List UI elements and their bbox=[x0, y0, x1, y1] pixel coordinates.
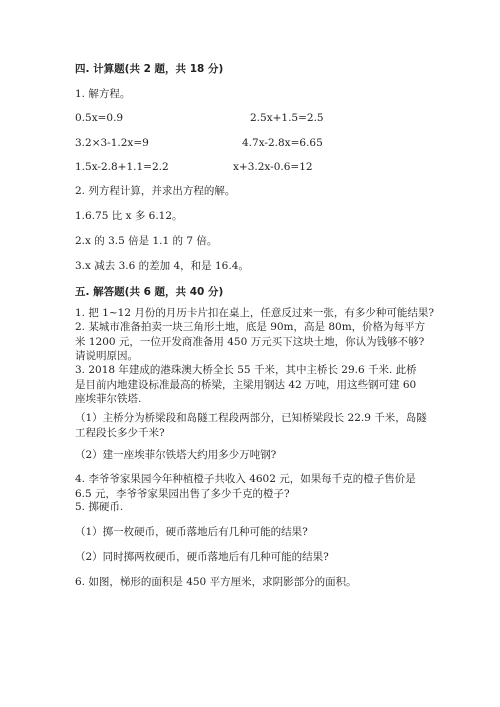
q2-title: 2. 列方程计算，并求出方程的解。 bbox=[75, 185, 236, 197]
q2-item: 1.6.75 比 x 多 6.12。 bbox=[75, 210, 183, 222]
equation: x+3.2x-0.6=12 bbox=[233, 161, 313, 173]
q2-item: 3.x 减去 3.6 的差加 4，和是 16.4。 bbox=[75, 260, 249, 272]
section-5-heading: 五. 解答题(共 6 题，共 40 分) bbox=[75, 286, 224, 298]
section-4-heading: 四. 计算题(共 2 题，共 18 分) bbox=[75, 63, 224, 75]
problem-5-part-1: （1）掷一枚硬币，硬币落地后有几种可能的结果? bbox=[75, 526, 308, 538]
problem-3-part-2: （2）建一座埃菲尔铁塔大约用多少万吨钢? bbox=[75, 449, 277, 461]
problem-1: 1. 把 1~12 月份的月历卡片扣在桌上，任意反过来一张，有多少种可能结果? bbox=[75, 307, 434, 319]
equation: 1.5x-2.8+1.1=2.2 bbox=[75, 161, 169, 173]
equation: 2.5x+1.5=2.5 bbox=[250, 112, 324, 124]
problem-4: 4. 李爷爷家果园今年种植橙子共收入 4602 元，如果每千克的橙子售价是 6.5 元，李爷爷家果园出售了多少千克的橙子? bbox=[75, 473, 416, 500]
problem-3: 3. 2018 年建成的港珠澳大桥全长 55 千米，其中主桥长 29.6 千米. 此桥是目前内地建设标准最高的桥梁，主梁用钢达 42 万吨，用这些钢可建 60 座埃菲尔铁塔. bbox=[75, 364, 417, 405]
problem-5: 5. 掷硬币. bbox=[75, 501, 124, 513]
q1-title: 1. 解方程。 bbox=[75, 88, 131, 100]
equation: 4.7x-2.8x=6.65 bbox=[242, 137, 323, 149]
problem-5-part-2: （2）同时掷两枚硬币，硬币落地后有几种可能的结果? bbox=[75, 551, 329, 563]
problem-2: 2. 某城市准备拍卖一块三角形土地，底是 90m，高是 80m，价格为每平方米 1200 元，一位开发商准备用 450 万元买下这块土地，你认为钱够不够? 请说明原因。 bbox=[75, 321, 426, 362]
problem-6: 6. 如图，梯形的面积是 450 平方厘米，求阴影部分的面积。 bbox=[75, 576, 357, 588]
q2-item: 2.x 的 3.5 倍是 1.1 的 7 倍。 bbox=[75, 235, 218, 247]
problem-3-part-1: （1）主桥分为桥梁段和岛隧工程段两部分，已知桥梁段长 22.9 千米，岛隧工程段长多少千米? bbox=[75, 412, 427, 439]
equation: 3.2×3-1.2x=9 bbox=[75, 137, 149, 149]
equation: 0.5x=0.9 bbox=[75, 112, 124, 124]
